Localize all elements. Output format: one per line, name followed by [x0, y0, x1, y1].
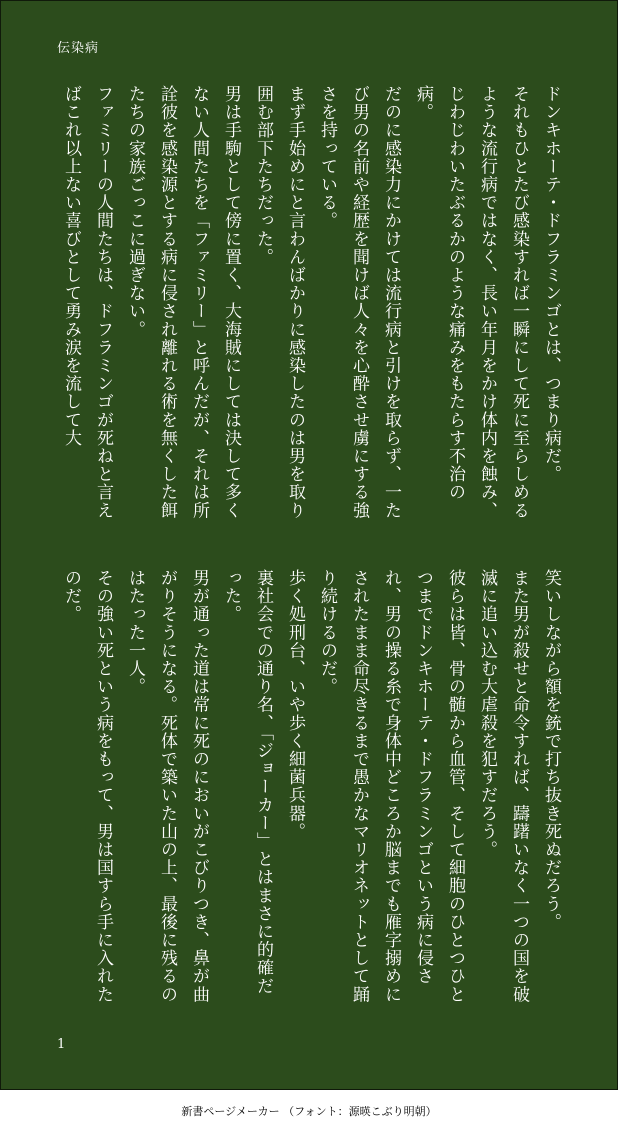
paragraph: 彼らは皆、骨の髄から血管、そして細胞のひとつひとつまでドンキホーテ・ドフラミンゴという病に侵され、男の操る糸で身体中どころか脳までも雁字搦めにされたまま命尽きるまで愚かなマリオネットとして踊り続けるのだ。 [317, 569, 465, 1004]
paragraph: ファミリーの人間たちは、ドフラミンゴが死ねと言えばこれ以上ない喜びとして勇み涙を流して大 [61, 85, 113, 520]
paragraph: 裏社会での通り名、「ジョーカー」とはまさに的確だった。 [221, 569, 273, 995]
paragraph: ドンキホーテ・ドフラミンゴとは、つまり病だ。 [541, 85, 561, 484]
generator-credit: 新書ページメーカー （フォント：源暎こぶり明朝） [181, 1105, 437, 1118]
lower-text-block [57, 569, 567, 1009]
paragraph: それもひとたび感染すれば一瞬にして死に至らしめるような流行病ではなく、長い年月をかけ体内を蝕み、じわじわいたぶるかのような痛みをもたらす不治の病。 [413, 85, 529, 520]
paragraph: また男が殺せと命令すれば、躊躇いなく一つの国を破滅に追い込む大虐殺を犯すだろう。 [477, 569, 529, 1004]
paragraph: 笑いしながら額を銃で打ち抜き死ぬだろう。 [541, 569, 561, 931]
paragraph: その強い死という病をもって、男は国すら手に入れたのだ。 [61, 569, 113, 1004]
paragraph: 歩く処刑台、いや歩く細菌兵器。 [285, 569, 305, 841]
paragraph: まず手始めにと言わんばかりに感染したのは男を取り囲む部下たちだった。 [253, 85, 305, 520]
upper-text-block [57, 85, 567, 525]
paragraph: だのに感染力にかけては流行病と引けを取らず、一たび男の名前や経歴を聞けば人々を心酔させ虜にする強さを持っている。 [317, 85, 401, 520]
paragraph: 男が通った道は常に死のにおいがこびりつき、鼻が曲がりそうになる。死体で築いた山の上、最後に残るのはたった一人。 [125, 569, 209, 1004]
running-title: 伝染病 [57, 41, 100, 56]
page-number: 1 [57, 1037, 66, 1052]
paragraph: 男は手駒として傍に置く、大海賊にしては決して多くない人間たちを「ファミリー」と呼んだが、それは所詮彼を感染源とする病に侵され離れる術を無くした餌たちの家族ごっこに過ぎない。 [125, 85, 241, 520]
